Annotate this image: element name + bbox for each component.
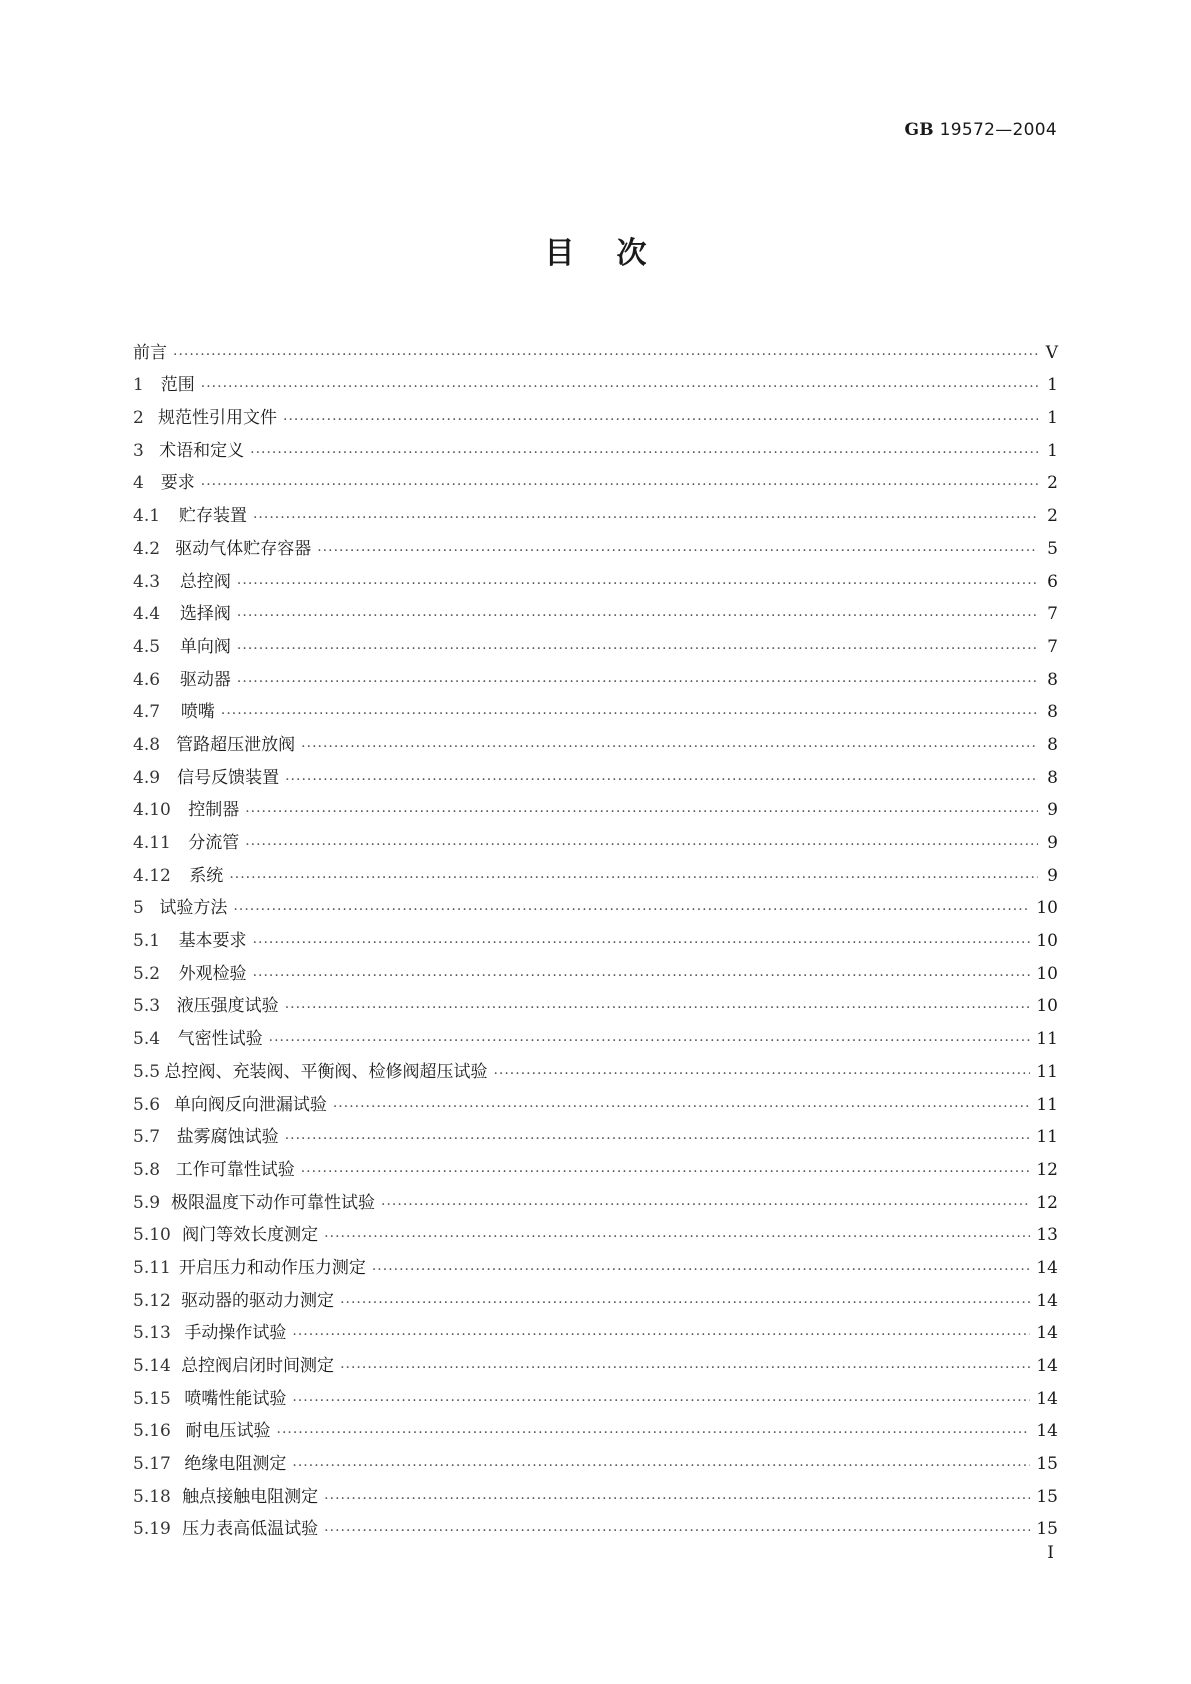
toc-entry-page: 14 <box>1036 1421 1058 1442</box>
toc-dot-leader <box>324 1229 1030 1245</box>
page-folio: I <box>1047 1543 1054 1563</box>
toc-entry-label: 总控阀 <box>179 571 231 592</box>
toc-entry-label: 试验方法 <box>159 898 228 919</box>
toc-entry-page: 11 <box>1036 1094 1058 1115</box>
toc-entry-page: 7 <box>1047 636 1058 657</box>
toc-entry-page: 2 <box>1047 473 1058 494</box>
toc-entry-number: 2 <box>133 408 144 429</box>
toc-entry-label: 总控阀、充装阀、平衡阀、检修阀超压试验 <box>164 1061 488 1082</box>
toc-entry-label: 贮存装置 <box>178 506 247 527</box>
toc-dot-leader <box>277 1425 1031 1441</box>
toc-entry-number: 5.17 <box>133 1454 171 1475</box>
toc-entry-label: 手动操作试验 <box>184 1323 287 1344</box>
toc-entry-label: 开启压力和动作压力测定 <box>178 1257 366 1278</box>
toc-entry-page: 10 <box>1036 931 1058 952</box>
toc-entry[interactable] <box>133 1115 1058 1148</box>
toc-entry-page: 14 <box>1036 1388 1058 1409</box>
toc-entry-page: 9 <box>1047 833 1058 853</box>
toc-dot-leader <box>237 576 1038 592</box>
toc-entry-page: 6 <box>1047 571 1058 592</box>
toc-entry-number: 5.5 <box>133 1061 161 1082</box>
toc-entry[interactable] <box>133 1245 1058 1278</box>
toc-entry-label: 规范性引用文件 <box>158 408 278 429</box>
toc-entry-label: 控制器 <box>188 800 240 821</box>
toc-dot-leader <box>285 1131 1031 1147</box>
toc-entry-number: 4 <box>133 473 144 494</box>
toc-entry-page: 7 <box>1047 604 1058 625</box>
toc-entry-number: 4.2 <box>133 538 161 559</box>
toc-entry-page: 14 <box>1036 1257 1058 1278</box>
toc-entry-label: 压力表高低温试验 <box>182 1519 319 1540</box>
toc-entry[interactable] <box>133 1082 1058 1115</box>
toc-entry-label: 工作可靠性试验 <box>175 1159 295 1180</box>
toc-dot-leader <box>237 674 1038 690</box>
toc-dot-leader <box>292 1393 1030 1409</box>
toc-entry[interactable] <box>133 1311 1058 1344</box>
toc-entry-label: 阀门等效长度测定 <box>182 1225 319 1246</box>
toc-entry[interactable] <box>133 1409 1058 1442</box>
toc-entry-label: 绝缘电阻测定 <box>184 1454 287 1475</box>
toc-dot-leader <box>292 1458 1030 1474</box>
toc-dot-leader <box>201 477 1038 493</box>
toc-entry-label: 喷嘴 <box>180 702 215 723</box>
toc-entry[interactable] <box>133 788 1058 821</box>
toc-entry-label: 耐电压试验 <box>185 1421 271 1442</box>
toc-entry-page: 11 <box>1036 1127 1058 1148</box>
toc-entry-number: 5.13 <box>133 1323 171 1344</box>
standard-code-header <box>904 120 1057 140</box>
toc-dot-leader <box>201 379 1038 395</box>
toc-entry[interactable] <box>133 330 1058 363</box>
toc-dot-leader <box>324 1491 1030 1507</box>
toc-entry[interactable] <box>133 428 1058 461</box>
toc-dot-leader <box>292 1327 1030 1343</box>
toc-entry[interactable] <box>133 559 1058 592</box>
toc-dot-leader <box>283 412 1038 428</box>
toc-entry-number: 5.18 <box>133 1486 171 1507</box>
toc-dot-leader <box>317 543 1038 559</box>
toc-entry[interactable] <box>133 918 1058 951</box>
toc-entry-page: 11 <box>1036 1029 1058 1050</box>
toc-entry-page: 1 <box>1047 440 1058 461</box>
toc-entry-page: 8 <box>1047 734 1058 755</box>
toc-entry-number: 4.8 <box>133 734 161 755</box>
toc-entry-number: 4.9 <box>133 767 161 788</box>
toc-entry-number: 5.9 <box>133 1192 161 1213</box>
toc-dot-leader <box>250 445 1038 461</box>
toc-entry-number: 5.12 <box>133 1290 171 1311</box>
toc-entry-number: 5.3 <box>133 996 161 1017</box>
toc-dot-leader <box>237 641 1038 657</box>
toc-dot-leader <box>245 837 1038 853</box>
table-of-contents <box>133 330 1058 1539</box>
toc-dot-leader <box>253 510 1038 526</box>
toc-entry-page: 2 <box>1047 506 1058 527</box>
toc-entry[interactable] <box>133 984 1058 1017</box>
toc-dot-leader <box>372 1262 1031 1278</box>
toc-entry-number: 5.6 <box>133 1094 161 1115</box>
toc-entry-page: 5 <box>1047 538 1058 559</box>
toc-entry-number: 5.4 <box>133 1029 161 1050</box>
toc-entry-page: 14 <box>1036 1356 1058 1376</box>
toc-dot-leader <box>493 1066 1030 1082</box>
toc-entry[interactable] <box>133 1441 1058 1474</box>
toc-entry-label: 驱动气体贮存容器 <box>175 538 312 559</box>
toc-entry[interactable] <box>133 1376 1058 1409</box>
toc-entry-page: 15 <box>1036 1519 1058 1540</box>
toc-entry-page: 8 <box>1047 767 1058 788</box>
toc-entry[interactable] <box>133 1213 1058 1246</box>
toc-dot-leader <box>340 1295 1030 1311</box>
toc-entry-label: 极限温度下动作可靠性试验 <box>171 1192 376 1213</box>
toc-entry-number: 5.14 <box>133 1356 171 1376</box>
toc-dot-leader <box>333 1099 1031 1115</box>
toc-entry-number: 5.2 <box>133 963 161 984</box>
toc-entry-label: 外观检验 <box>178 963 247 984</box>
toc-entry-page: 15 <box>1036 1486 1058 1507</box>
toc-dot-leader <box>253 968 1031 984</box>
toc-entry-page: 12 <box>1036 1159 1058 1180</box>
toc-entry-number: 1 <box>133 375 144 396</box>
toc-entry-label: 单向阀反向泄漏试验 <box>173 1094 327 1115</box>
toc-entry-page: 1 <box>1047 375 1058 396</box>
toc-dot-leader <box>324 1523 1030 1539</box>
toc-dot-leader <box>229 870 1038 886</box>
toc-dot-leader <box>269 1033 1031 1049</box>
toc-entry-page: 10 <box>1036 996 1058 1017</box>
toc-entry-page: 9 <box>1047 800 1058 821</box>
toc-entry-number: 5.8 <box>133 1159 161 1180</box>
toc-dot-leader <box>233 902 1030 918</box>
toc-entry-number: 4.6 <box>133 669 161 690</box>
toc-entry-label: 驱动器 <box>179 669 231 690</box>
toc-entry[interactable] <box>133 493 1058 526</box>
toc-entry-label: 术语和定义 <box>159 440 245 461</box>
toc-entry-number: 4.7 <box>133 702 161 723</box>
toc-entry-page: 10 <box>1036 898 1058 919</box>
toc-entry[interactable] <box>133 951 1058 984</box>
toc-entry[interactable] <box>133 363 1058 396</box>
toc-entry[interactable] <box>133 395 1058 428</box>
toc-entry-page: 9 <box>1047 865 1058 886</box>
toc-entry-label: 液压强度试验 <box>176 996 279 1017</box>
toc-entry-number: 5.10 <box>133 1225 171 1246</box>
toc-entry-number: 5.15 <box>133 1388 171 1409</box>
toc-entry[interactable] <box>133 592 1058 625</box>
toc-entry-page: 1 <box>1047 408 1058 429</box>
toc-entry[interactable] <box>133 461 1058 494</box>
toc-entry-page: 15 <box>1036 1454 1058 1475</box>
toc-dot-leader <box>173 347 1038 363</box>
toc-dot-leader <box>285 772 1038 788</box>
toc-dot-leader <box>221 706 1038 722</box>
toc-entry[interactable] <box>133 755 1058 788</box>
toc-entry-label: 前言 <box>133 342 167 363</box>
toc-entry-page: 10 <box>1036 963 1058 984</box>
toc-dot-leader <box>381 1197 1030 1213</box>
toc-entry-number: 3 <box>133 440 144 461</box>
toc-entry[interactable] <box>133 1474 1058 1507</box>
toc-entry-label: 分流管 <box>188 833 240 853</box>
toc-entry-page: 14 <box>1036 1290 1058 1311</box>
page-title: 目次 <box>544 236 689 271</box>
toc-entry-label: 驱动器的驱动力测定 <box>181 1290 335 1311</box>
toc-entry-number: 5.19 <box>133 1519 171 1540</box>
toc-entry-label: 系统 <box>189 865 224 886</box>
toc-entry[interactable] <box>133 722 1058 755</box>
toc-dot-leader <box>301 1164 1031 1180</box>
toc-entry-label: 管路超压泄放阀 <box>176 734 296 755</box>
standard-prefix: GB <box>904 120 934 140</box>
toc-entry-label: 总控阀启闭时间测定 <box>181 1356 335 1376</box>
toc-entry[interactable] <box>133 1343 1058 1376</box>
toc-dot-leader <box>253 935 1031 951</box>
toc-dot-leader <box>340 1360 1030 1376</box>
toc-entry-number: 4.10 <box>133 800 171 821</box>
toc-entry-number: 5.1 <box>133 931 161 952</box>
toc-entry-label: 基本要求 <box>178 931 247 952</box>
toc-entry-label: 范围 <box>160 375 195 396</box>
toc-entry-number: 4.1 <box>133 506 161 527</box>
toc-entry[interactable] <box>133 853 1058 886</box>
toc-entry-number: 4.12 <box>133 865 171 886</box>
toc-entry-page: 8 <box>1047 702 1058 723</box>
toc-entry-label: 信号反馈装置 <box>177 767 280 788</box>
toc-entry[interactable] <box>133 1278 1058 1311</box>
toc-entry[interactable] <box>133 657 1058 690</box>
toc-entry-number: 4.5 <box>133 636 161 657</box>
toc-entry-number: 5.7 <box>133 1127 161 1148</box>
toc-entry-page: 8 <box>1047 669 1058 690</box>
toc-entry[interactable] <box>133 526 1058 559</box>
toc-entry[interactable] <box>133 624 1058 657</box>
toc-entry-label: 气密性试验 <box>177 1029 263 1050</box>
toc-entry[interactable] <box>133 1147 1058 1180</box>
toc-dot-leader <box>285 1000 1031 1016</box>
toc-entry-number: 5 <box>133 898 144 919</box>
toc-entry[interactable] <box>133 1049 1058 1082</box>
toc-entry-label: 盐雾腐蚀试验 <box>176 1127 279 1148</box>
toc-entry-number: 4.3 <box>133 571 161 592</box>
toc-entry-number: 5.16 <box>133 1421 171 1442</box>
toc-entry-number: 4.11 <box>133 833 171 853</box>
toc-entry[interactable] <box>133 1507 1058 1540</box>
toc-entry[interactable] <box>133 1016 1058 1049</box>
toc-entry-page: 13 <box>1036 1225 1058 1246</box>
toc-entry-label: 选择阀 <box>179 604 231 625</box>
toc-entry[interactable] <box>133 690 1058 723</box>
standard-number: 19572—2004 <box>933 120 1057 140</box>
toc-entry-number: 5.11 <box>133 1257 171 1278</box>
toc-entry[interactable] <box>133 886 1058 919</box>
toc-entry[interactable] <box>133 820 1058 853</box>
toc-entry-page: 14 <box>1036 1323 1058 1344</box>
toc-dot-leader <box>237 608 1038 624</box>
toc-dot-leader <box>301 739 1038 755</box>
toc-entry-label: 要求 <box>160 473 195 494</box>
toc-entry[interactable] <box>133 1180 1058 1213</box>
toc-entry-label: 喷嘴性能试验 <box>184 1388 287 1409</box>
toc-entry-label: 单向阀 <box>179 636 231 657</box>
toc-entry-page: 11 <box>1036 1061 1058 1082</box>
toc-entry-page: 12 <box>1036 1192 1058 1213</box>
toc-dot-leader <box>245 804 1038 820</box>
toc-entry-number: 4.4 <box>133 604 161 625</box>
toc-entry-label: 触点接触电阻测定 <box>182 1486 319 1507</box>
toc-entry-page: V <box>1045 342 1058 363</box>
